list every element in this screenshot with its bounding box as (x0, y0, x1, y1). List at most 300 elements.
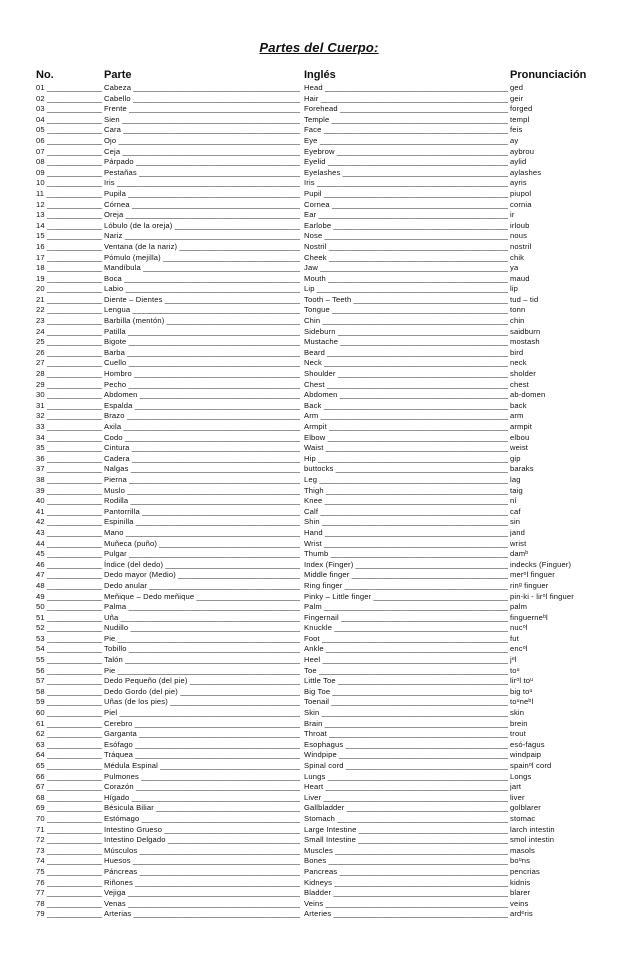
table-row (36, 761, 596, 772)
header-english: Inglés (304, 69, 336, 81)
spanish-term: Pecho _____ (104, 380, 300, 391)
spanish-term: Meñique – Dedo meñique _____ (104, 592, 300, 603)
table-row (36, 772, 596, 783)
pronunciation: taig (510, 485, 523, 495)
table-row (36, 697, 596, 708)
spanish-term: Nalgas _____ (104, 464, 300, 475)
row-number: 43 _____ (36, 528, 102, 539)
pronunciation: blarer (510, 888, 531, 898)
pronunciation: masols (510, 845, 535, 855)
english-term: Mustache _____ (304, 337, 508, 348)
row-number: 44 _____ (36, 539, 102, 550)
pronunciation: ay (510, 135, 519, 145)
spanish-term: Bésicula Biliar _____ (104, 803, 300, 814)
table-row (36, 560, 596, 571)
spanish-term: Intestino Grueso _____ (104, 825, 300, 836)
pronunciation: aybrou (510, 146, 535, 156)
row-number: 73 _____ (36, 846, 102, 857)
pronunciation: rinᵍ finguer (510, 580, 549, 590)
table-row (36, 327, 596, 338)
pronunciation: cornia (510, 199, 532, 209)
table-row (36, 295, 596, 306)
spanish-term: Mandíbula _____ (104, 263, 300, 274)
english-term: Leg _____ (304, 475, 508, 486)
table-row (36, 867, 596, 878)
row-number: 38 _____ (36, 475, 102, 486)
row-number: 06 _____ (36, 136, 102, 147)
row-number: 61 _____ (36, 719, 102, 730)
spanish-term: Uña _____ (104, 613, 300, 624)
table-row (36, 380, 596, 391)
row-number: 76 _____ (36, 878, 102, 889)
row-number: 53 _____ (36, 634, 102, 645)
english-term: Heart _____ (304, 782, 508, 793)
english-term: Palm _____ (304, 602, 508, 613)
pronunciation: larch intestin (510, 824, 555, 834)
row-number: 30 _____ (36, 390, 102, 401)
pronunciation: pin-ki - lirᵒl finguer (510, 591, 574, 601)
english-term: Toe _____ (304, 666, 508, 677)
row-number: 75 _____ (36, 867, 102, 878)
table-row (36, 157, 596, 168)
english-term: Temple _____ (304, 115, 508, 126)
table-row (36, 666, 596, 677)
table-row (36, 200, 596, 211)
pronunciation: ayris (510, 178, 527, 188)
table-row (36, 94, 596, 105)
spanish-term: Ventana (de la nariz) _____ (104, 242, 300, 253)
pronunciation: caf (510, 506, 521, 516)
table-row (36, 136, 596, 147)
english-term: Earlobe _____ (304, 221, 508, 232)
pronunciation: weist (510, 443, 529, 453)
row-number: 05 _____ (36, 125, 102, 136)
row-number: 71 _____ (36, 825, 102, 836)
row-number: 09 _____ (36, 168, 102, 179)
pronunciation: chik (510, 252, 525, 262)
row-number: 29 _____ (36, 380, 102, 391)
english-term: Veins _____ (304, 899, 508, 910)
table-row (36, 835, 596, 846)
english-term: Lungs _____ (304, 772, 508, 783)
spanish-term: Pulgar _____ (104, 549, 300, 560)
table-row (36, 337, 596, 348)
pronunciation: forged (510, 104, 533, 114)
english-term: Pinky – Little finger _____ (304, 592, 508, 603)
table-row (36, 814, 596, 825)
spanish-term: Nariz _____ (104, 231, 300, 242)
english-term: Small Intestine _____ (304, 835, 508, 846)
table-row (36, 899, 596, 910)
pronunciation: elbou (510, 432, 530, 442)
table-row (36, 687, 596, 698)
table-row (36, 125, 596, 136)
english-term: Gallbladder _____ (304, 803, 508, 814)
table-row (36, 104, 596, 115)
row-number: 46 _____ (36, 560, 102, 571)
row-number: 41 _____ (36, 507, 102, 518)
spanish-term: Córnea _____ (104, 200, 300, 211)
row-number: 39 _____ (36, 486, 102, 497)
row-number: 50 _____ (36, 602, 102, 613)
table-row (36, 708, 596, 719)
spanish-term: Esófago _____ (104, 740, 300, 751)
spanish-term: Frente _____ (104, 104, 300, 115)
row-number: 01 _____ (36, 83, 102, 94)
row-number: 15 _____ (36, 231, 102, 242)
english-term: Throat _____ (304, 729, 508, 740)
row-number: 52 _____ (36, 623, 102, 634)
english-term: Arteries _____ (304, 909, 508, 920)
english-term: Neck _____ (304, 358, 508, 369)
pronunciation: aylashes (510, 167, 542, 177)
table-row (36, 634, 596, 645)
pronunciation: ní (510, 496, 517, 506)
pronunciation: veins (510, 898, 529, 908)
spanish-term: Pestañas _____ (104, 168, 300, 179)
table-row (36, 433, 596, 444)
spanish-term: Corazón _____ (104, 782, 300, 793)
row-number: 08 _____ (36, 157, 102, 168)
row-number: 24 _____ (36, 327, 102, 338)
table-row (36, 644, 596, 655)
english-term: Beard _____ (304, 348, 508, 359)
row-number: 48 _____ (36, 581, 102, 592)
table-row (36, 210, 596, 221)
row-number: 22 _____ (36, 305, 102, 316)
table-row (36, 486, 596, 497)
english-term: Skin _____ (304, 708, 508, 719)
spanish-term: Pie _____ (104, 634, 300, 645)
pronunciation: back (510, 400, 527, 410)
row-number: 59 _____ (36, 697, 102, 708)
row-number: 66 _____ (36, 772, 102, 783)
pronunciation: lirᵒl toᵘ (510, 676, 534, 686)
spanish-term: Índice (del dedo) _____ (104, 560, 300, 571)
english-term: Brain _____ (304, 719, 508, 730)
row-number: 79 _____ (36, 909, 102, 920)
spanish-term: Pierna _____ (104, 475, 300, 486)
spanish-term: Muñeca (puño) _____ (104, 539, 300, 550)
english-term: Spinal cord _____ (304, 761, 508, 772)
row-number: 74 _____ (36, 856, 102, 867)
row-number: 32 _____ (36, 411, 102, 422)
spanish-term: Riñones _____ (104, 878, 300, 889)
table-row (36, 676, 596, 687)
spanish-term: Rodilla _____ (104, 496, 300, 507)
spanish-term: Lóbulo (de la oreja) _____ (104, 221, 300, 232)
english-term: buttocks _____ (304, 464, 508, 475)
table-row (36, 358, 596, 369)
english-term: Head _____ (304, 83, 508, 94)
row-number: 35 _____ (36, 443, 102, 454)
english-term: Face _____ (304, 125, 508, 136)
english-term: Eyebrow _____ (304, 147, 508, 158)
row-number: 28 _____ (36, 369, 102, 380)
spanish-term: Tobillo _____ (104, 644, 300, 655)
spanish-term: Barba _____ (104, 348, 300, 359)
table-row (36, 263, 596, 274)
table-row (36, 464, 596, 475)
english-term: Chest _____ (304, 380, 508, 391)
pronunciation: liver (510, 792, 525, 802)
spanish-term: Hígado _____ (104, 793, 300, 804)
pronunciation: lip (510, 284, 519, 294)
spanish-term: Páncreas _____ (104, 867, 300, 878)
vocabulary-table (36, 83, 596, 920)
english-term: Calf _____ (304, 507, 508, 518)
pronunciation: palm (510, 602, 528, 612)
row-number: 07 _____ (36, 147, 102, 158)
spanish-term: Piel _____ (104, 708, 300, 719)
table-row (36, 549, 596, 560)
row-number: 34 _____ (36, 433, 102, 444)
english-term: Ear _____ (304, 210, 508, 221)
english-term: Eyelid _____ (304, 157, 508, 168)
english-term: Foot _____ (304, 634, 508, 645)
spanish-term: Cintura _____ (104, 443, 300, 454)
row-number: 64 _____ (36, 750, 102, 761)
english-term: Big Toe _____ (304, 687, 508, 698)
row-number: 54 _____ (36, 644, 102, 655)
table-row (36, 147, 596, 158)
table-row (36, 221, 596, 232)
pronunciation: armpit (510, 422, 532, 431)
table-row (36, 750, 596, 761)
table-row (36, 168, 596, 179)
spanish-term: Estómago _____ (104, 814, 300, 825)
row-number: 02 _____ (36, 94, 102, 105)
spanish-term: Diente – Dientes _____ (104, 295, 300, 306)
pronunciation: smol intestin (510, 835, 555, 845)
spanish-term: Boca _____ (104, 274, 300, 285)
row-number: 55 _____ (36, 655, 102, 666)
table-row (36, 570, 596, 581)
table-row (36, 411, 596, 422)
pronunciation: saidburn (510, 326, 541, 336)
spanish-term: Mano _____ (104, 528, 300, 539)
table-row (36, 242, 596, 253)
header-spanish: Parte (104, 69, 132, 81)
pronunciation: merᵒl finguer (510, 570, 555, 580)
table-row (36, 655, 596, 666)
row-number: 17 _____ (36, 253, 102, 264)
table-row (36, 528, 596, 539)
pronunciation: toᵘneᵇl (510, 697, 534, 707)
english-term: Iris _____ (304, 178, 508, 189)
table-row (36, 369, 596, 380)
english-term: Cheek _____ (304, 253, 508, 264)
english-term: Eye _____ (304, 136, 508, 147)
spanish-term: Cabeza _____ (104, 83, 300, 94)
row-number: 20 _____ (36, 284, 102, 295)
pronunciation: spainᵒl cord (510, 761, 552, 770)
english-term: Lip _____ (304, 284, 508, 295)
english-term: Hand _____ (304, 528, 508, 539)
table-row (36, 846, 596, 857)
english-term: Middle finger _____ (304, 570, 508, 581)
english-term: Toenail _____ (304, 697, 508, 708)
row-number: 49 _____ (36, 592, 102, 603)
english-term: Heel _____ (304, 655, 508, 666)
row-number: 19 _____ (36, 274, 102, 285)
table-row (36, 454, 596, 465)
table-row (36, 782, 596, 793)
spanish-term: Ceja _____ (104, 147, 300, 158)
row-number: 47 _____ (36, 570, 102, 581)
table-row (36, 507, 596, 518)
row-number: 78 _____ (36, 899, 102, 910)
spanish-term: Cuello _____ (104, 358, 300, 369)
row-number: 37 _____ (36, 464, 102, 475)
english-term: Armpit _____ (304, 422, 508, 433)
pronunciation: ged (510, 83, 524, 92)
row-number: 27 _____ (36, 358, 102, 369)
page-title: Partes del Cuerpo: (259, 40, 379, 55)
spanish-term: Codo _____ (104, 433, 300, 444)
spanish-term: Espalda _____ (104, 401, 300, 412)
spanish-term: Cabello _____ (104, 94, 300, 105)
english-term: Bones _____ (304, 856, 508, 867)
pronunciation: feis (510, 125, 523, 135)
pronunciation: bird (510, 347, 524, 357)
spanish-term: Cara _____ (104, 125, 300, 136)
spanish-term: Oreja _____ (104, 210, 300, 221)
table-row (36, 231, 596, 242)
english-term: Forehead _____ (304, 104, 508, 115)
spanish-term: Huesos _____ (104, 856, 300, 867)
spanish-term: Sien _____ (104, 115, 300, 126)
pronunciation: ir (510, 210, 515, 220)
pronunciation: stomac (510, 813, 536, 823)
row-number: 58 _____ (36, 687, 102, 698)
table-row (36, 878, 596, 889)
row-number: 04 _____ (36, 115, 102, 126)
english-term: Hip _____ (304, 454, 508, 465)
row-number: 14 _____ (36, 221, 102, 232)
row-number: 23 _____ (36, 316, 102, 327)
row-number: 67 _____ (36, 782, 102, 793)
pronunciation: ab-domen (510, 390, 546, 400)
row-number: 36 _____ (36, 454, 102, 465)
pronunciation: big toᵘ (510, 686, 533, 696)
pronunciation: jand (510, 527, 525, 537)
english-term: Bladder _____ (304, 888, 508, 899)
english-term: Nostril _____ (304, 242, 508, 253)
table-row (36, 284, 596, 295)
pronunciation: sholder (510, 369, 536, 379)
english-term: Tongue _____ (304, 305, 508, 316)
pronunciation: esó-fagus (510, 739, 545, 749)
pronunciation: windpaip (510, 750, 542, 760)
spanish-term: Labio _____ (104, 284, 300, 295)
english-term: Elbow _____ (304, 433, 508, 444)
english-term: Arm _____ (304, 411, 508, 422)
spanish-term: Lengua _____ (104, 305, 300, 316)
english-term: Eyelashes _____ (304, 168, 508, 179)
row-number: 72 _____ (36, 835, 102, 846)
row-number: 13 _____ (36, 210, 102, 221)
english-term: Jaw _____ (304, 263, 508, 274)
spanish-term: Brazo _____ (104, 411, 300, 422)
english-term: Pancreas _____ (304, 867, 508, 878)
spanish-term: Pupila _____ (104, 189, 300, 200)
pronunciation: nucᵒl (510, 623, 528, 633)
table-row (36, 613, 596, 624)
spanish-term: Arterias _____ (104, 909, 300, 920)
table-row (36, 274, 596, 285)
table-row (36, 390, 596, 401)
table-row (36, 115, 596, 126)
row-number: 16 _____ (36, 242, 102, 253)
spanish-term: Vejiga _____ (104, 888, 300, 899)
spanish-term: Garganta _____ (104, 729, 300, 740)
spanish-term: Dedo anular _____ (104, 581, 300, 592)
row-number: 69 _____ (36, 803, 102, 814)
pronunciation: pencrias (510, 866, 540, 876)
table-row (36, 189, 596, 200)
english-term: Little Toe _____ (304, 676, 508, 687)
pronunciation: ardᵉris (510, 909, 533, 919)
table-row (36, 496, 596, 507)
table-row (36, 888, 596, 899)
pronunciation: baraks (510, 464, 534, 474)
english-term: Thumb _____ (304, 549, 508, 560)
spanish-term: Bigote _____ (104, 337, 300, 348)
spanish-term: Pantorrilla _____ (104, 507, 300, 518)
pronunciation: templ (510, 114, 530, 124)
english-term: Ankle _____ (304, 644, 508, 655)
pronunciation: indecks (Finguer) (510, 559, 572, 569)
table-row (36, 443, 596, 454)
spanish-term: Pie _____ (104, 666, 300, 677)
spanish-term: Talón _____ (104, 655, 300, 666)
pronunciation: damᵇ (510, 549, 529, 559)
table-row (36, 793, 596, 804)
row-number: 26 _____ (36, 348, 102, 359)
table-row (36, 719, 596, 730)
pronunciation: toᵘ (510, 665, 520, 675)
table-row (36, 83, 596, 94)
pronunciation: golblarer (510, 803, 541, 813)
spanish-term: Médula Espinal _____ (104, 761, 300, 772)
pronunciation: Longs (510, 771, 532, 781)
spanish-term: Patilla _____ (104, 327, 300, 338)
english-term: Muscles _____ (304, 846, 508, 857)
pronunciation: encᵒl (510, 644, 528, 654)
row-number: 63 _____ (36, 740, 102, 751)
spanish-term: Dedo Pequeño (del pie) _____ (104, 676, 300, 687)
spanish-term: Axila _____ (104, 422, 300, 433)
spanish-term: Espinilla _____ (104, 517, 300, 528)
spanish-term: Músculos _____ (104, 846, 300, 857)
english-term: Fingernail _____ (304, 613, 508, 624)
english-term: Chin _____ (304, 316, 508, 327)
english-term: Cornea _____ (304, 200, 508, 211)
pronunciation: trout (510, 729, 526, 739)
row-number: 31 _____ (36, 401, 102, 412)
english-term: Thigh _____ (304, 486, 508, 497)
spanish-term: Ojo _____ (104, 136, 300, 147)
table-row (36, 909, 596, 920)
pronunciation: fut (510, 633, 519, 643)
english-term: Kidneys _____ (304, 878, 508, 889)
table-row (36, 623, 596, 634)
pronunciation: aylid (510, 157, 527, 167)
english-term: Pupil _____ (304, 189, 508, 200)
row-number: 18 _____ (36, 263, 102, 274)
row-number: 70 _____ (36, 814, 102, 825)
